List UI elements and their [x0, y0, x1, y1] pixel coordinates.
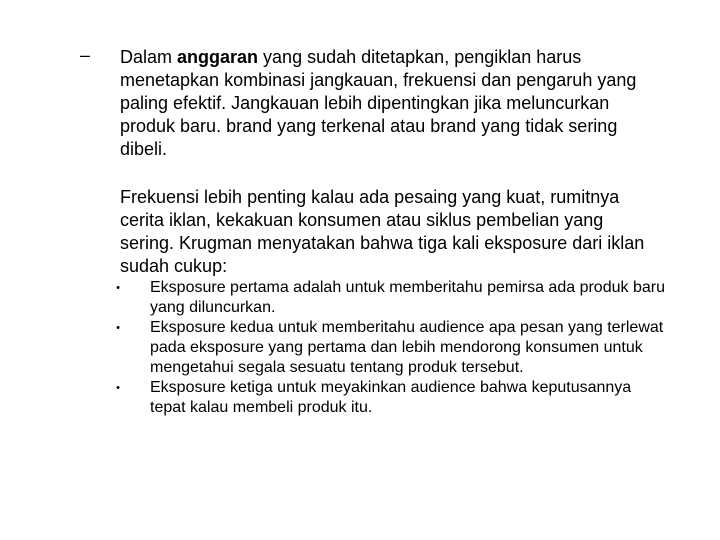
bullet-dot-icon: •	[116, 382, 120, 394]
paragraph-budget	[120, 46, 660, 161]
bullet-dot-icon: •	[116, 282, 120, 294]
list-item-text: Eksposure kedua untuk memberitahu audience apa pesan yang terlewat pada eksposure yang pertama dan lebih mendorong konsumen untuk mengetahui segala sesuatu tentang produk tersebut.	[150, 319, 664, 376]
paragraph-frequency: Frekuensi lebih penting kalau ada pesaing yang kuat, rumitnya cerita iklan, kekakuan konsumen atau siklus pembelian yang sering. Krugman menyatakan bahwa tiga kali eksposure dari iklan sudah cukup:	[120, 187, 645, 276]
dash-bullet-marker: –	[80, 45, 91, 65]
list-item	[111, 378, 671, 418]
list-item-text: Eksposure pertama adalah untuk memberitahu pemirsa ada produk baru yang diluncurkan.	[150, 279, 665, 316]
list-item	[111, 278, 671, 318]
list-item	[111, 318, 671, 378]
paragraph-budget-lead: Dalam	[120, 47, 178, 67]
paragraph-budget-rest: yang sudah ditetapkan, pengiklan harus menetapkan kombinasi jangkauan, frekuensi dan pengaruh yang paling efektif. Jangkauan lebih dipentingkan jika meluncurkan produk baru. brand yang terkenal atau brand yang tidak sering dibeli.	[120, 47, 637, 159]
bullet-dot-icon: •	[116, 322, 120, 334]
paragraph-budget-bold-term: anggaran	[177, 47, 259, 67]
list-item-text: Eksposure ketiga untuk meyakinkan audience bahwa keputusannya tepat kalau membeli produk itu.	[150, 379, 632, 416]
exposure-list	[111, 278, 671, 418]
